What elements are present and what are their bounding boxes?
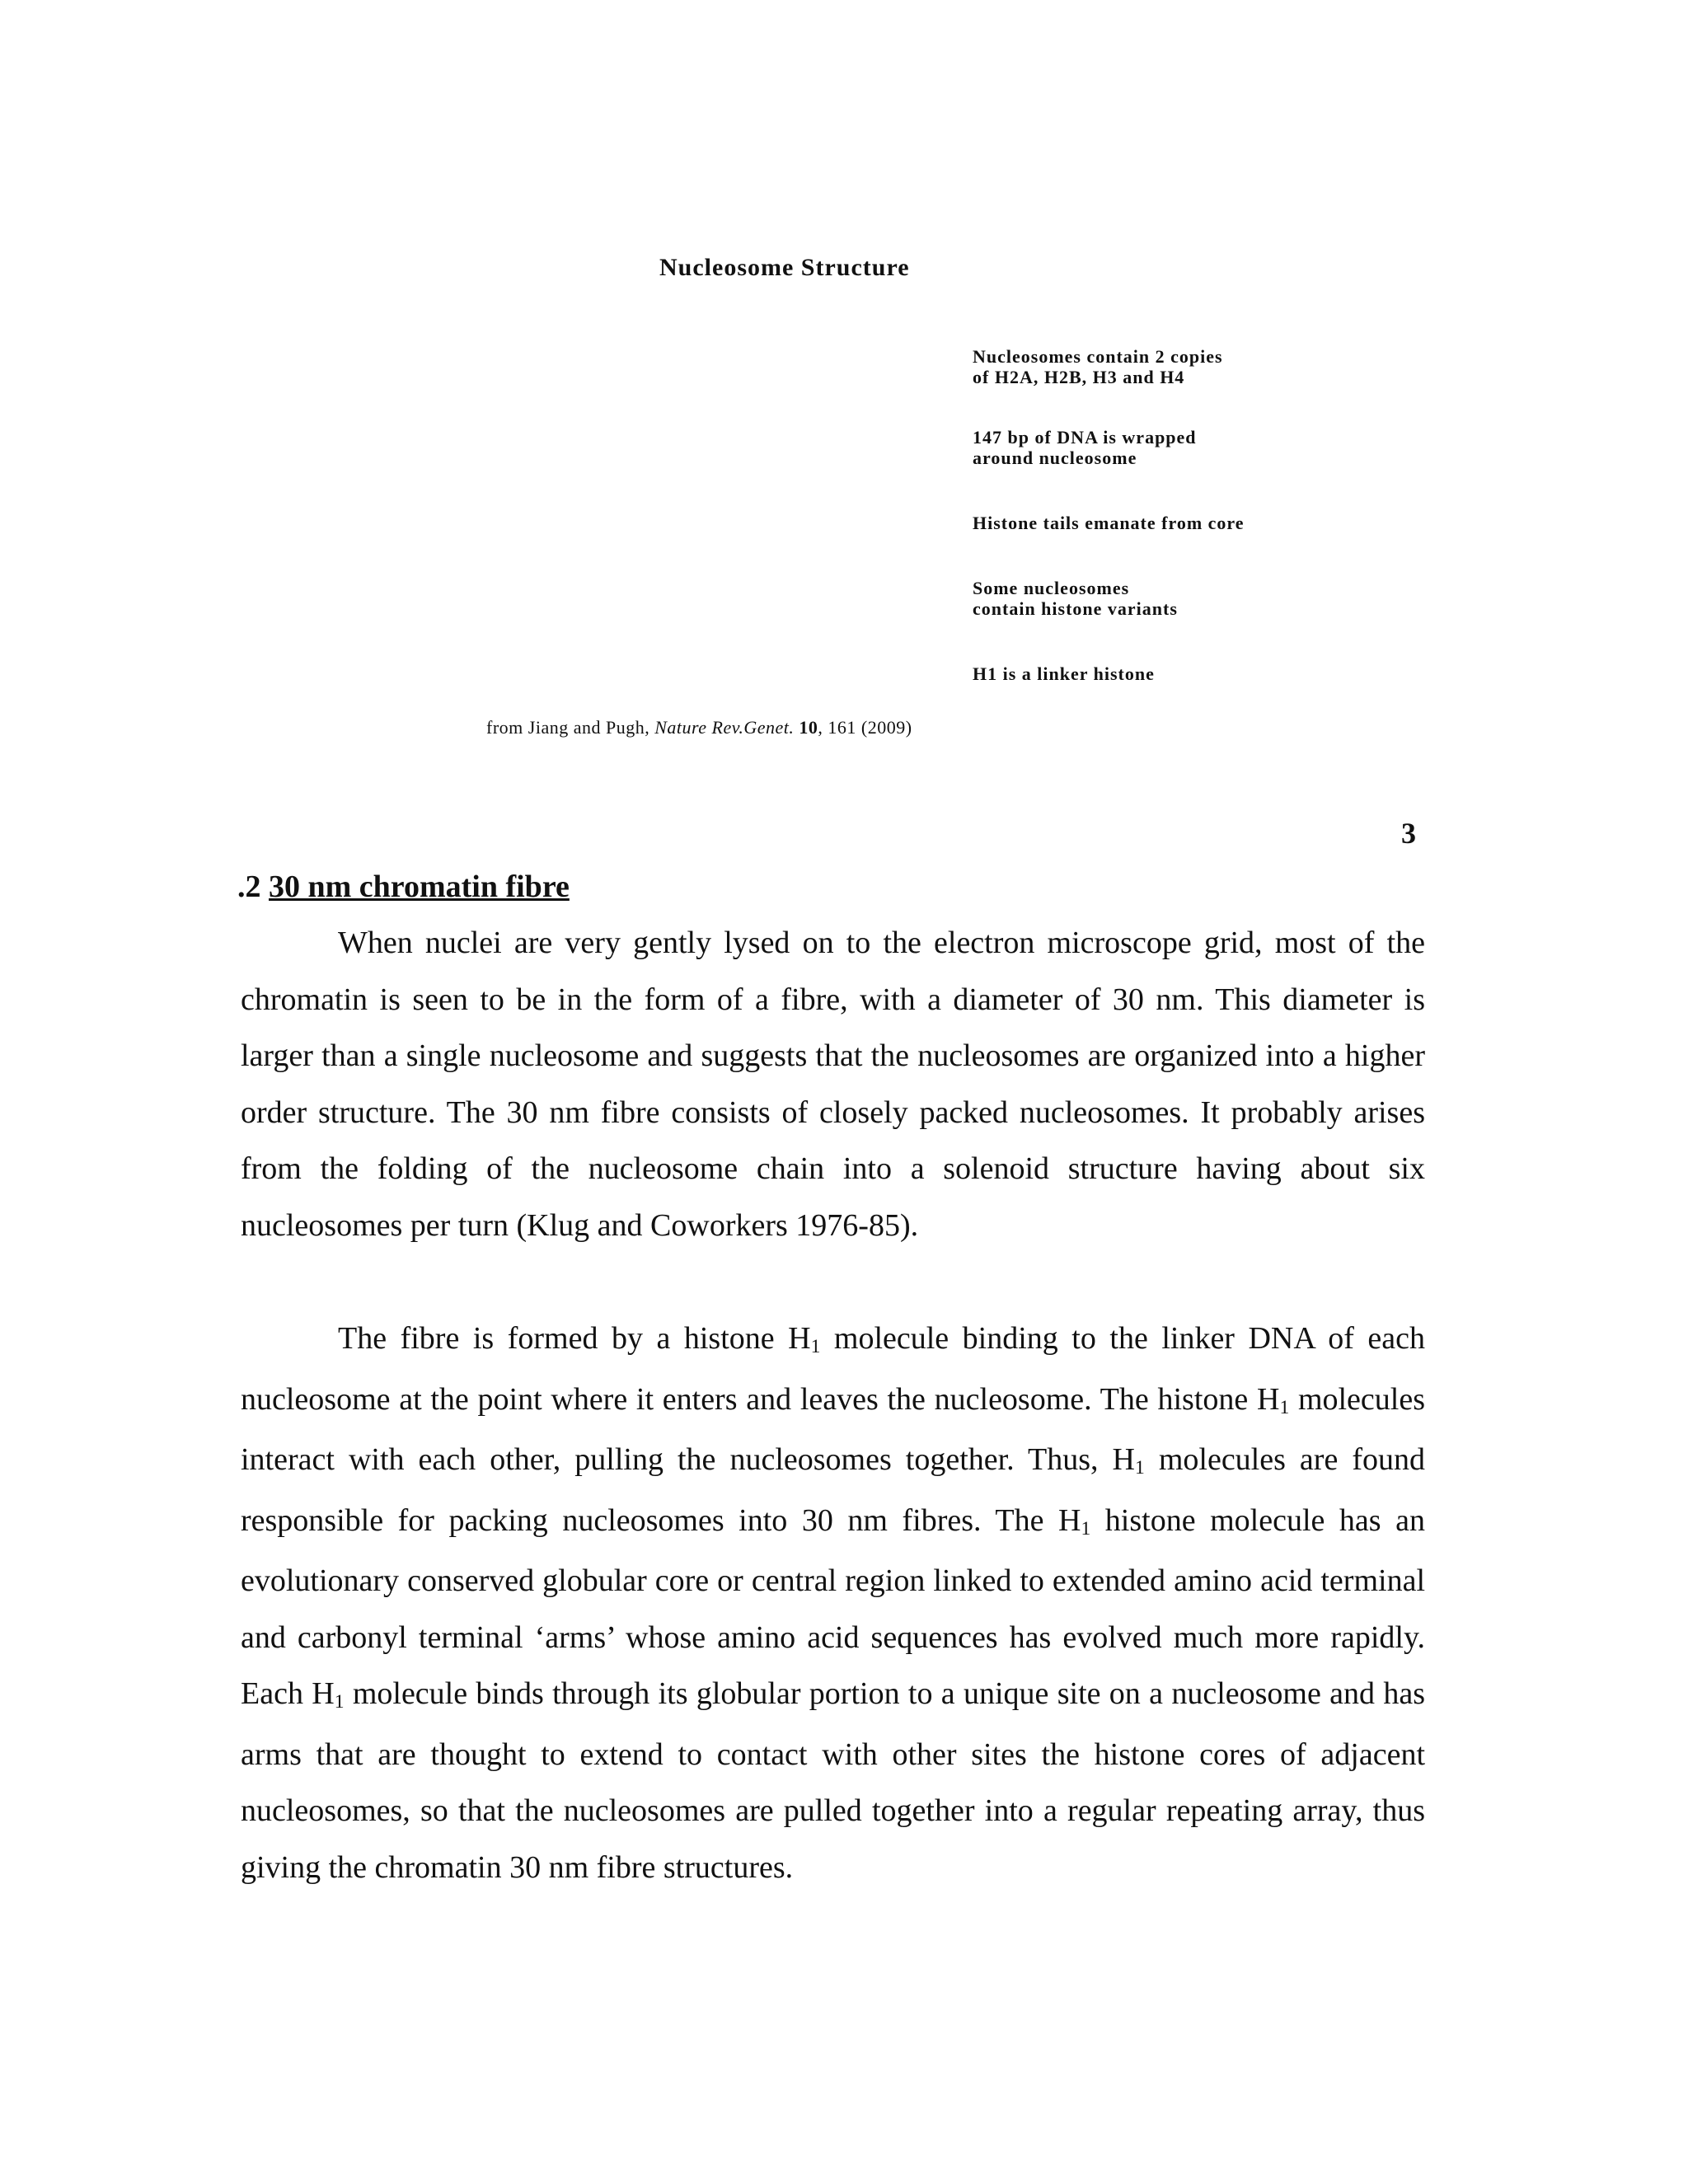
subscript: 1 bbox=[1135, 1457, 1145, 1479]
text-run: molecules are found responsible for packing nucleosomes into 30 nm fibres. The H bbox=[241, 1442, 1426, 1538]
section-heading bbox=[237, 869, 570, 905]
figure-annotation: Histone tails emanate from core bbox=[973, 513, 1245, 533]
figure-annotation: Some nucleosomes contain histone variants bbox=[973, 578, 1178, 619]
body-paragraph bbox=[241, 1310, 1425, 1896]
text-run: molecules interact with each other, pulling the nucleosomes together. Thus, H bbox=[241, 1381, 1426, 1477]
text-run: molecule binding to the linker DNA of each nucleosome at the point where it enters and leaves the nucleosome. The histone H bbox=[241, 1321, 1425, 1417]
citation-pages-year: , 161 (2009) bbox=[818, 717, 912, 738]
subscript: 1 bbox=[810, 1336, 821, 1357]
citation-journal: Nature Rev.Genet. bbox=[654, 717, 795, 738]
text-run: histone molecule has an evolutionary conserved globular core or central region linked to extended amino acid terminal and carbonyl terminal ‘arms’ whose amino acid sequences has evolved much more rapidly. Each H bbox=[241, 1502, 1425, 1711]
section-number: .2 bbox=[237, 869, 261, 904]
figure-annotation: H1 is a linker histone bbox=[973, 663, 1155, 684]
citation-authors: from Jiang and Pugh, bbox=[486, 717, 655, 738]
subscript: 1 bbox=[334, 1691, 345, 1713]
subscript: 1 bbox=[1279, 1396, 1290, 1418]
text-run: The fibre is formed by a histone H bbox=[338, 1321, 811, 1356]
section-title: 30 nm chromatin fibre bbox=[269, 869, 570, 904]
subscript: 1 bbox=[1081, 1517, 1091, 1540]
figure-annotations bbox=[973, 346, 1319, 684]
body-paragraph: When nuclei are very gently lysed on to the electron microscope grid, most of the chromatin is seen to be in the form of a fibre, with a diameter of 30 nm. This diameter is larger than a single nucleosome and suggests that the nucleosomes are organized into a higher order structure. The 30 nm fibre consists of closely packed nucleosomes. It probably arises from the folding of the nucleosome chain into a solenoid structure having about six nucleosomes per turn (Klug and Coworkers 1976-85). bbox=[241, 926, 1425, 1243]
page-number: 3 bbox=[1401, 817, 1416, 850]
text-run: molecule binds through its globular portion to a unique site on a nucleosome and has arms that are thought to extend to contact with other sites the histone cores of adjacent nucleosomes, so that the nucleosomes are pulled together into a regular repeating array, thus giving the chromatin 30 nm fibre structures. bbox=[241, 1676, 1425, 1885]
figure-title: Nucleosome Structure bbox=[659, 254, 910, 281]
figure-annotation: 147 bp of DNA is wrapped around nucleosome bbox=[973, 427, 1197, 468]
figure-annotation: Nucleosomes contain 2 copies of H2A, H2B, H3 and H4 bbox=[973, 346, 1223, 387]
citation-volume: 10 bbox=[799, 717, 818, 738]
figure-source-citation bbox=[486, 717, 1063, 738]
